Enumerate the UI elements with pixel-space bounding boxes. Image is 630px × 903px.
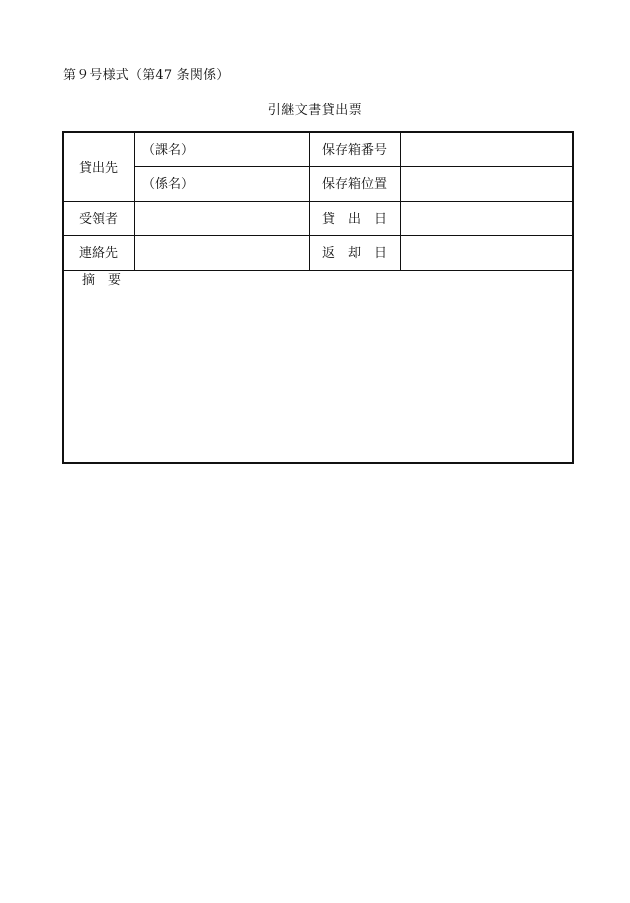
- rule-row1-right: [134, 166, 572, 167]
- subsection-field[interactable]: [192, 178, 304, 196]
- box-number-field[interactable]: [406, 144, 566, 162]
- contact-field[interactable]: [140, 247, 304, 265]
- remarks-field[interactable]: [140, 274, 566, 454]
- loan-date-field[interactable]: [406, 213, 566, 231]
- box-location-label: 保存箱位置: [322, 177, 388, 192]
- rule-col3: [400, 133, 401, 271]
- remarks-label: 摘 要: [82, 273, 122, 288]
- form-number: 第９号様式（第47 条関係）: [63, 68, 230, 83]
- section-label: （課名）: [142, 143, 195, 158]
- subsection-label: （係名）: [142, 177, 195, 192]
- recipient-label: 受領者: [79, 212, 119, 227]
- rule-row3: [64, 235, 572, 236]
- box-number-label: 保存箱番号: [322, 143, 388, 158]
- recipient-field[interactable]: [140, 213, 304, 231]
- box-location-field[interactable]: [406, 178, 566, 196]
- contact-label: 連絡先: [79, 246, 119, 261]
- borrower-label: 貸出先: [79, 161, 119, 176]
- rule-col1: [134, 133, 135, 271]
- rule-col2: [309, 133, 310, 271]
- loan-slip-table: [62, 131, 574, 464]
- return-date-field[interactable]: [406, 247, 566, 265]
- page-title: 引継文書貸出票: [267, 103, 363, 118]
- rule-row2: [64, 201, 572, 202]
- section-field[interactable]: [192, 144, 304, 162]
- loan-date-label: 貸 出 日: [322, 212, 388, 227]
- return-date-label: 返 却 日: [322, 246, 388, 261]
- rule-row4: [64, 270, 572, 271]
